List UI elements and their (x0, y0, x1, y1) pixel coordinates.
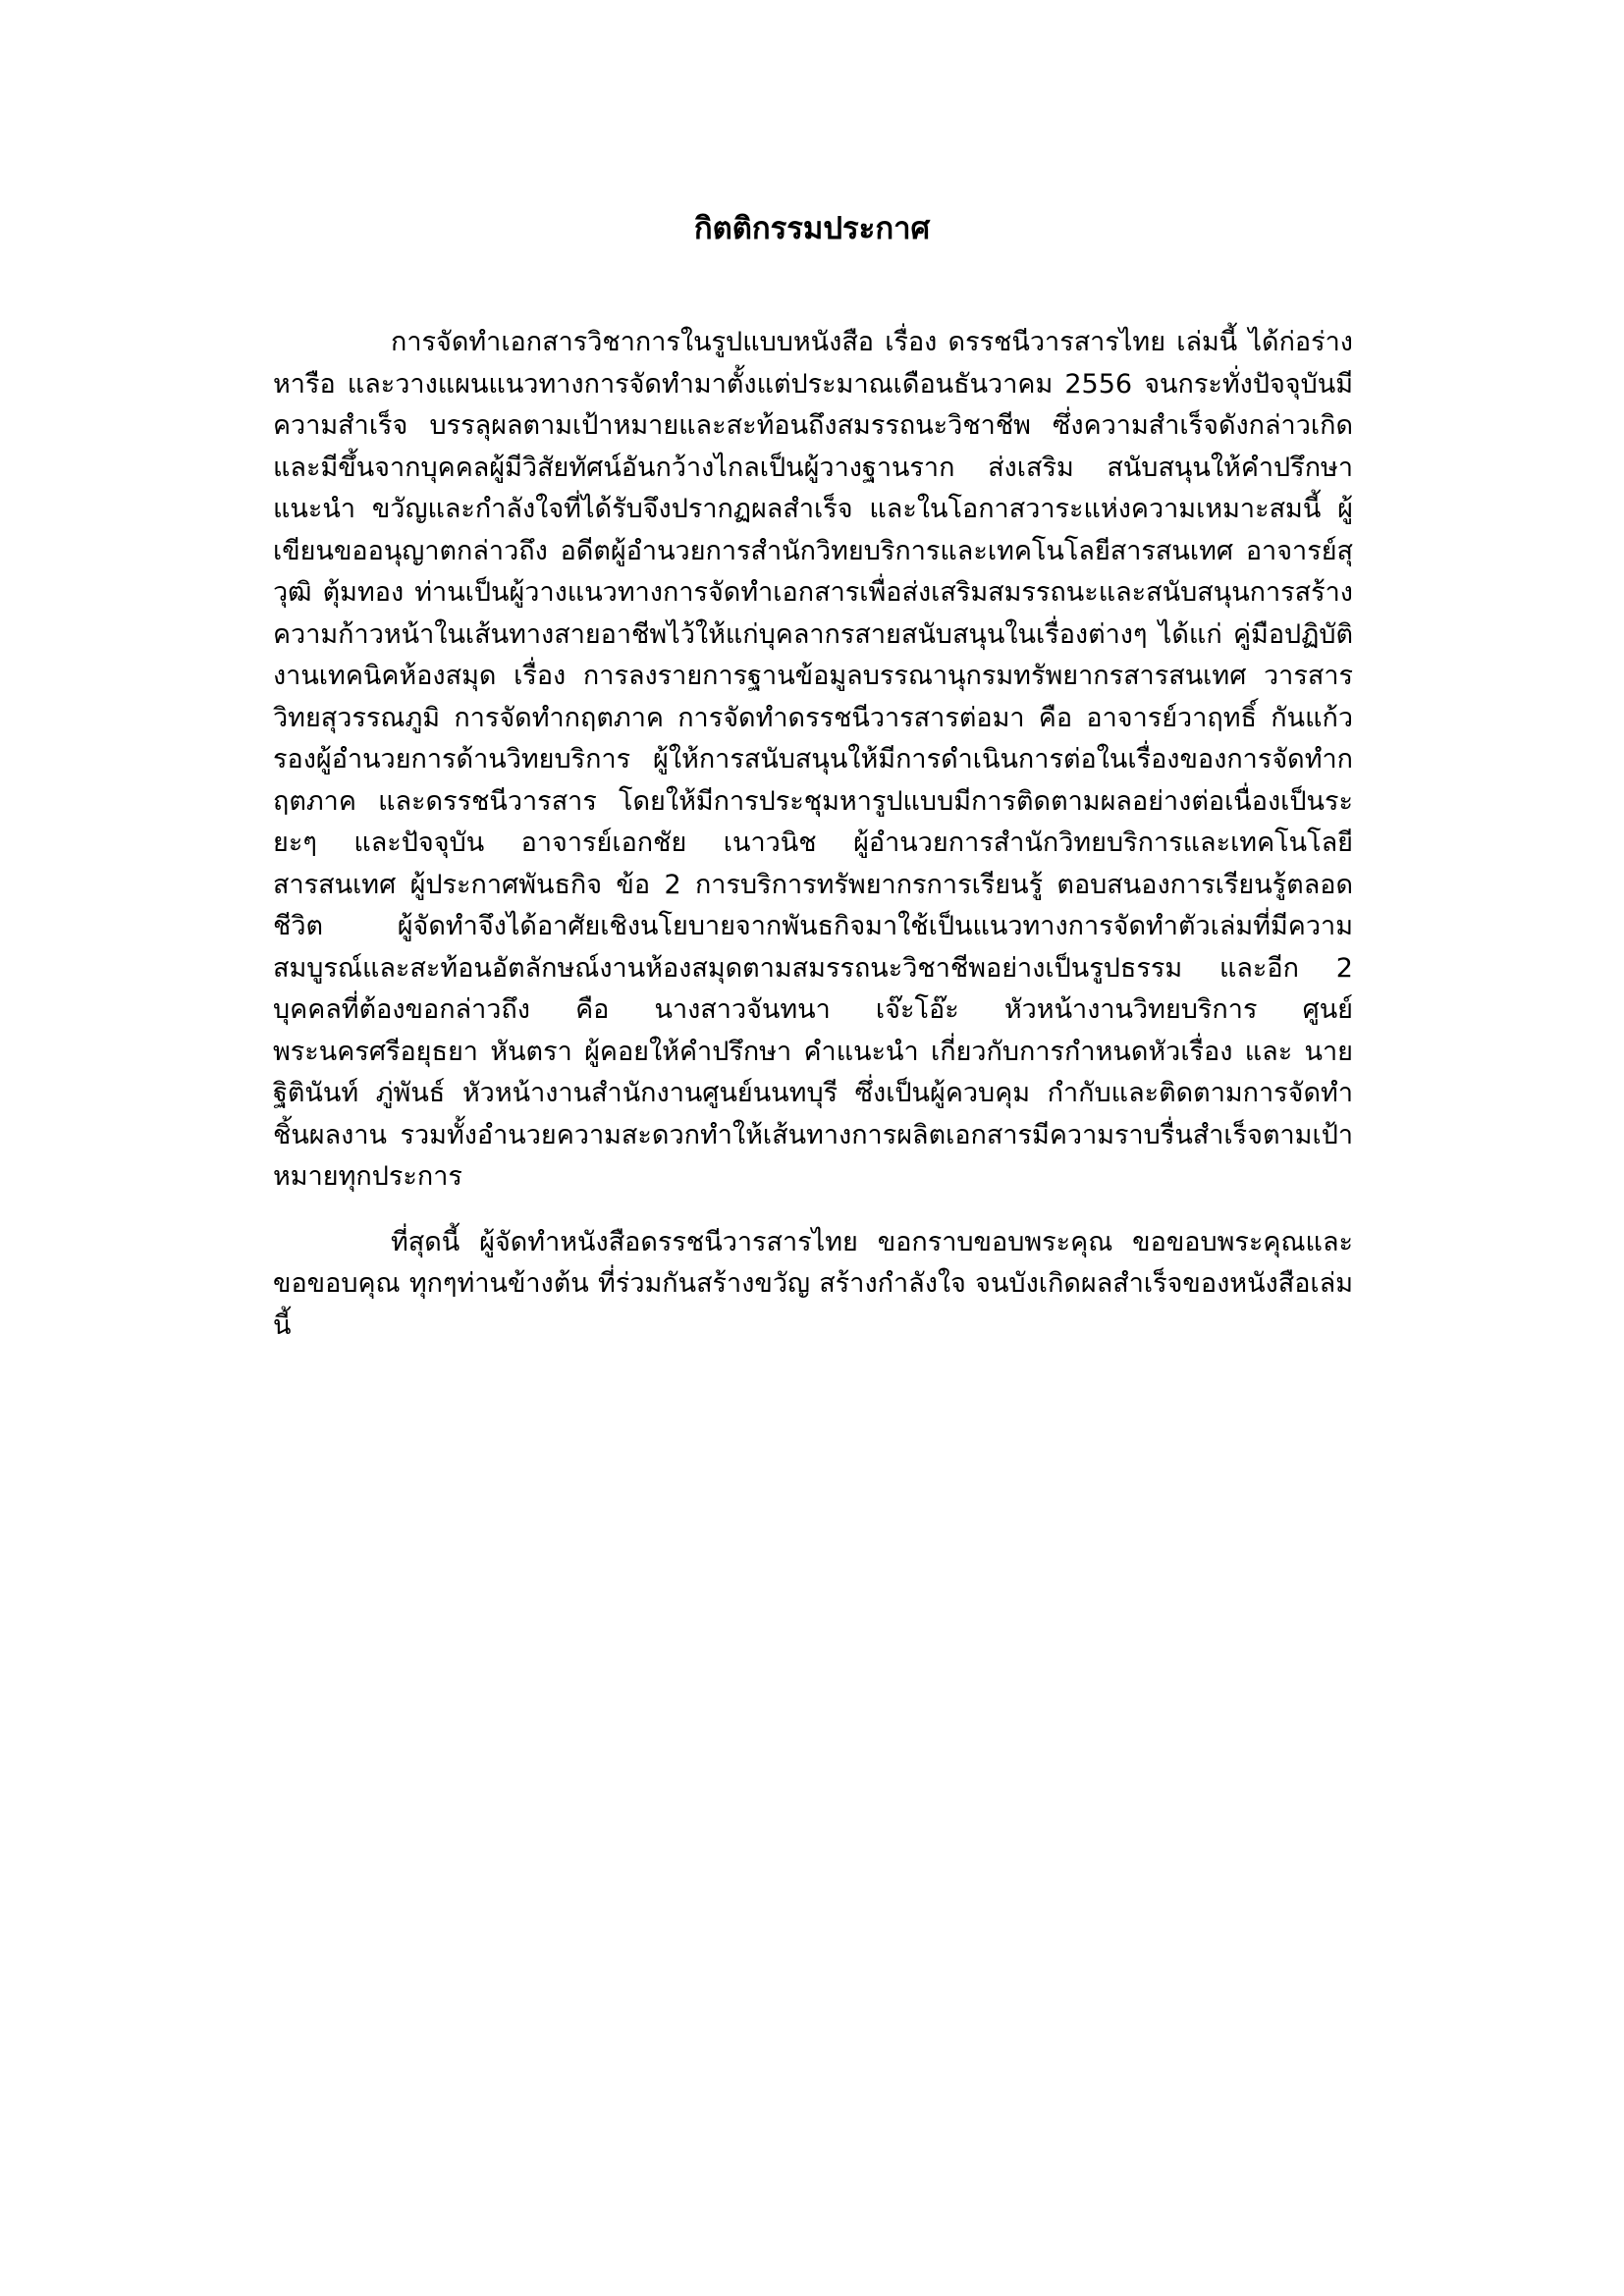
page-title: กิตติกรรมประกาศ (693, 211, 931, 246)
body-text (273, 322, 1353, 1347)
paragraph-acknowledgement: การจัดทำเอกสารวิชาการในรูปแบบหนังสือ เรื่อง ดรรชนีวารสารไทย เล่มนี้ ได้ก่อร่างหารือ และวางแผนแนวทางการจัดทำมาตั้งแต่ประมาณเดือนธันวาคม 2556 จนกระทั่งปัจจุบันมีความสำเร็จ บรรลุผลตามเป้าหมายและสะท้อนถึงสมรรถนะวิชาชีพ ซึ่งความสำเร็จดังกล่าวเกิดและมีขึ้นจากบุคคลผู้มีวิสัยทัศน์อันกว้างไกลเป็นผู้วางฐานราก ส่งเสริม สนับสนุนให้คำปรึกษา แนะนำ ขวัญและกำลังใจที่ได้รับจึงปรากฏผลสำเร็จ และในโอกาสวาระแห่งความเหมาะสมนี้ ผู้เขียนขออนุญาตกล่าวถึง อดีตผู้อำนวยการสำนักวิทยบริการและเทคโนโลยีสารสนเทศ อาจารย์สุวุฒิ ตุ้มทอง ท่านเป็นผู้วางแนวทางการจัดทำเอกสารเพื่อส่งเสริมสมรรถนะและสนับสนุนการสร้างความก้าวหน้าในเส้นทางสายอาชีพไว้ให้แก่บุคลากรสายสนับสนุนในเรื่องต่างๆ ได้แก่ คู่มือปฏิบัติงานเทคนิคห้องสมุด เรื่อง การลงรายการฐานข้อมูลบรรณานุกรมทรัพยากรสารสนเทศ วารสารวิทยสุวรรณภูมิ การจัดทำกฤตภาค การจัดทำดรรชนีวารสารต่อมา คือ อาจารย์วาฤทธิ์ กันแก้ว รองผู้อำนวยการด้านวิทยบริการ ผู้ให้การสนับสนุนให้มีการดำเนินการต่อในเรื่องของการจัดทำกฤตภาค และดรรชนีวารสาร โดยให้มีการประชุมหารูปแบบมีการติดตามผลอย่างต่อเนื่องเป็นระยะๆ และปัจจุบัน อาจารย์เอกชัย เนาวนิช ผู้อำนวยการสำนักวิทยบริการและเทคโนโลยีสารสนเทศ ผู้ประกาศพันธกิจ ข้อ 2 การบริการทรัพยากรการเรียนรู้ ตอบสนองการเรียนรู้ตลอดชีวิต ผู้จัดทำจึงได้อาศัยเชิงนโยบายจากพันธกิจมาใช้เป็นแนวทางการจัดทำตัวเล่มที่มีความสมบูรณ์และสะท้อนอัตลักษณ์งานห้องสมุดตามสมรรถนะวิชาชีพอย่างเป็นรูปธรรม และอีก 2 บุคคลที่ต้องขอกล่าวถึง คือ นางสาวจันทนา เจ๊ะโอ๊ะ หัวหน้างานวิทยบริการ ศูนย์พระนครศรีอยุธยา หันตรา ผู้คอยให้คำปรึกษา คำแนะนำ เกี่ยวกับการกำหนดหัวเรื่อง และ นายฐิตินันท์ ภู่พันธ์ หัวหน้างานสำนักงานศูนย์นนทบุรี ซึ่งเป็นผู้ควบคุม กำกับและติดตามการจัดทำชิ้นผลงาน รวมทั้งอำนวยความสะดวกทำให้เส้นทางการผลิตเอกสารมีความราบรื่นสำเร็จตามเป้าหมายทุกประการ (273, 327, 1353, 1192)
paragraph-closing: ที่สุดนี้ ผู้จัดทำหนังสือดรรชนีวารสารไทย ขอกราบขอบพระคุณ ขอขอบพระคุณและขอขอบคุณ ทุกๆท่านข้างต้น ที่ร่วมกันสร้างขวัญ สร้างกำลังใจ จนบังเกิดผลสำเร็จของหนังสือเล่มนี้ (273, 1226, 1353, 1341)
